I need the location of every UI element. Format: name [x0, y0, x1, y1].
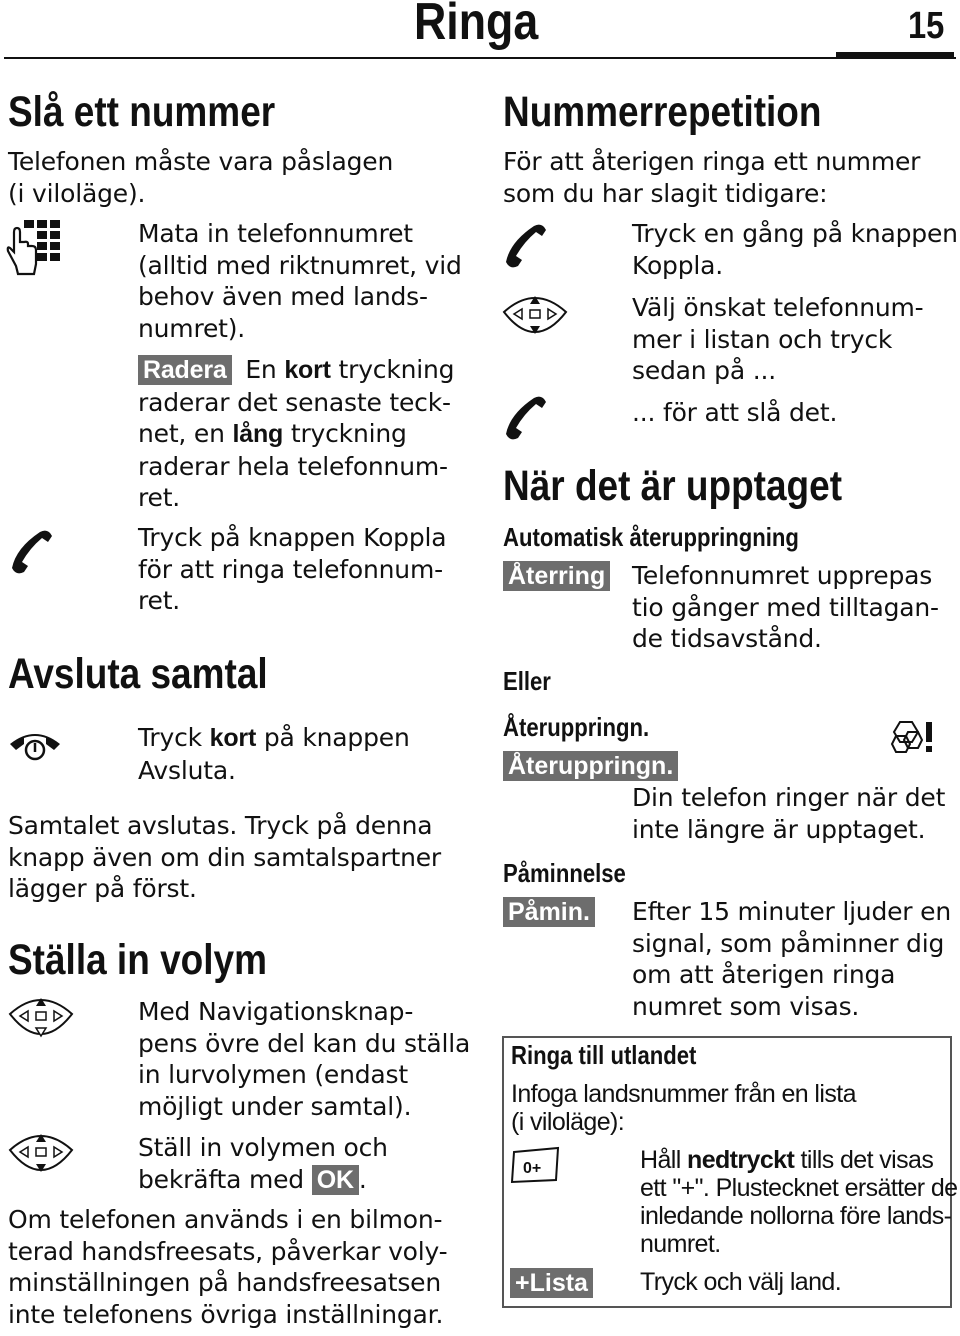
reminder-softkey-wrap — [503, 897, 595, 927]
clear-instruction: Radera En kort tryckning raderar det senaste teck- net, en lång tryckning raderar hela telefonnum- ret. — [138, 355, 455, 512]
page-number: 15 — [908, 5, 945, 47]
abroad-intro: Infoga landsnummer från en lista (i viloläge): — [511, 1080, 856, 1136]
reminder-heading: Påminnelse — [503, 858, 626, 888]
call-key-icon — [500, 392, 550, 442]
auto-redial-softkey-wrap — [503, 561, 610, 591]
list-softkey-wrap — [510, 1268, 593, 1298]
section-heading-dial: Slå ett nummer — [8, 88, 276, 136]
volume-note: Om telefonen används i en bilmon- terad handsfreesats, påverkar voly- minställningen på handsfreesatsen inte telefonens övriga inställningar. — [8, 1205, 448, 1329]
callback-text: Din telefon ringer när det inte längre är upptaget. — [632, 783, 946, 844]
redial-intro: För att återigen ringa ett nummer som du har slagit tidigare: — [503, 147, 921, 208]
softkey-ok[interactable]: OK — [312, 1165, 359, 1195]
zero-key-icon — [510, 1146, 562, 1186]
header-rule — [4, 57, 956, 59]
softkey-radera[interactable]: Radera — [138, 355, 232, 385]
auto-redial-heading: Automatisk återuppringning — [503, 522, 799, 552]
volume-set-instruction: Ställ in volymen och bekräfta med OK . — [138, 1133, 388, 1194]
redial-dial-instruction: ... för att slå det. — [632, 398, 838, 427]
redial-press-instruction: Tryck en gång på knappen Koppla. — [632, 219, 958, 280]
abroad-heading: Ringa till utlandet — [511, 1040, 697, 1070]
network-service-icon — [888, 718, 938, 756]
end-call-note: Samtalet avslutas. Tryck på denna knapp även om din samtalspartner lägger på först. — [8, 811, 441, 903]
end-call-key-icon — [6, 722, 64, 762]
keypad-icon — [6, 218, 62, 276]
or-label: Eller — [503, 666, 551, 696]
volume-nav-instruction: Med Navigationsknap- pens övre del kan du ställa in lurvolymen (endast möjligt under samtal). — [138, 997, 471, 1121]
nav-key-up-icon — [6, 992, 76, 1046]
end-call-instruction: Tryck kort på knappen Avsluta. — [138, 723, 410, 785]
softkey-aterring[interactable]: Återring — [503, 561, 610, 591]
call-key-icon — [500, 220, 550, 270]
reminder-text: Efter 15 minuter ljuder en signal, som påminner dig om att återigen ringa numret som visas. — [632, 897, 951, 1021]
call-key-icon — [6, 526, 56, 576]
svg-text:0+: 0+ — [523, 1160, 542, 1177]
callback-heading: Återuppringn. — [503, 712, 650, 742]
section-heading-end-call: Avsluta samtal — [8, 650, 268, 698]
section-heading-busy: När det är upptaget — [503, 462, 843, 510]
auto-redial-text: Telefonnumret upprepas tio gånger med tilltagan- de tidsavstånd. — [632, 561, 939, 653]
abroad-list-instruction: Tryck och välj land. — [640, 1268, 842, 1296]
nav-key-updown-icon — [500, 290, 570, 344]
redial-select-instruction: Välj önskat telefonnum- mer i listan och tryck sedan på ... — [632, 293, 924, 385]
softkey-pamin[interactable]: Påmin. — [503, 897, 595, 927]
keypad-instruction: Mata in telefonnumret (alltid med riktnumret, vid behov även med lands- numret). — [138, 219, 462, 343]
header-rule-tab — [836, 52, 954, 59]
dial-intro: Telefonen måste vara påslagen (i viloläge). — [8, 147, 394, 208]
section-heading-redial: Nummerrepetition — [503, 88, 822, 136]
call-instruction: Tryck på knappen Koppla för att ringa telefonnum- ret. — [138, 523, 447, 615]
section-heading-volume: Ställa in volym — [8, 936, 267, 984]
abroad-hold-instruction: Håll nedtryckt tills det visas ett "+". Plustecknet ersätter de inledande nollorna före lands- numret. — [640, 1146, 958, 1258]
nav-key-updown-icon — [6, 1128, 76, 1182]
softkey-ateruppringn[interactable]: Återuppringn. — [503, 751, 678, 781]
running-head-title: Ringa — [414, 0, 539, 51]
callback-softkey-wrap — [503, 751, 678, 781]
softkey-lista[interactable]: +Lista — [510, 1268, 593, 1298]
